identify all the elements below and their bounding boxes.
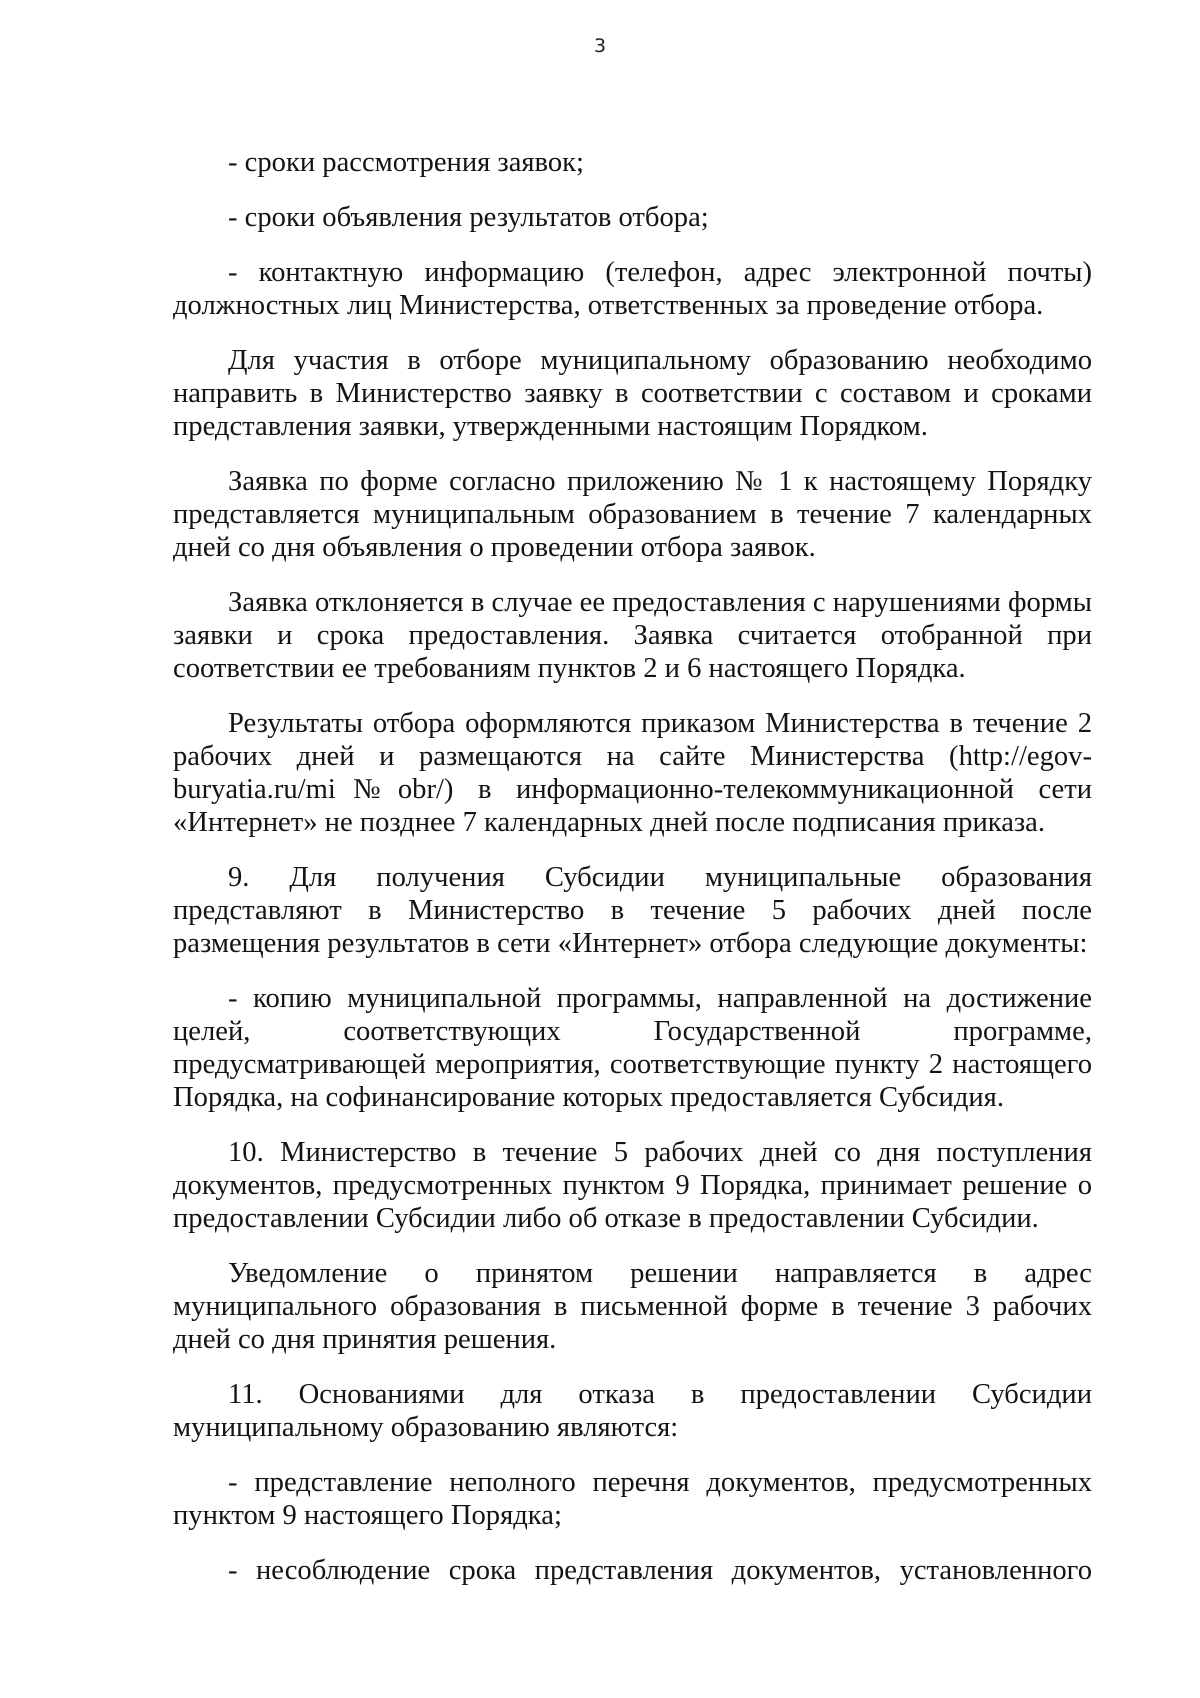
paragraph-participation: Для участия в отборе муниципальному образованию необходимо направить в Министерство заявку в соответствии с составом и сроками представления заявки, утвержденными настоящим Порядком. [173, 345, 1092, 442]
paragraph-item-10: 10. Министерство в течение 5 рабочих дней со дня поступления документов, предусмотренных пунктом 9 Порядка, принимает решение о предоставлении Субсидии либо об отказе в предоставлении Субсидии. [173, 1137, 1092, 1234]
paragraph-item-9: 9. Для получения Субсидии муниципальные образования представляют в Министерство в течение 5 рабочих дней после размещения результатов в сети «Интернет» отбора следующие документы: [173, 862, 1092, 959]
document-body [173, 146, 1092, 1609]
page-number: 3 [593, 35, 607, 57]
paragraph-item-11: 11. Основаниями для отказа в предоставлении Субсидии муниципальному образованию являются: [173, 1379, 1092, 1443]
paragraph-incomplete-docs: - представление неполного перечня документов, предусмотренных пунктом 9 настоящего Порядка; [173, 1467, 1092, 1531]
paragraph-notification: Уведомление о принятом решении направляется в адрес муниципального образования в письменной форме в течение 3 рабочих дней со дня принятия решения. [173, 1258, 1092, 1355]
paragraph-application-rejected: Заявка отклоняется в случае ее предоставления с нарушениями формы заявки и срока предоставления. Заявка считается отобранной при соответствии ее требованиям пунктов 2 и 6 настоящего Порядка. [173, 587, 1092, 684]
paragraph-program-copy: - копию муниципальной программы, направленной на достижение целей, соответствующих Государственной программе, предусматривающей мероприятия, соответствующие пункту 2 настоящего Порядка, на софинансирование которых предоставляется Субсидия. [173, 983, 1092, 1113]
paragraph-selection-results: Результаты отбора оформляются приказом Министерства в течение 2 рабочих дней и размещаются на сайте Министерства (http://egov-buryatia.ru/mi№obr/) в информационно-телекоммуникационной сети «Интернет» не позднее 7 календарных дней после подписания приказа. [173, 708, 1092, 838]
paragraph-contact-info: - контактную информацию (телефон, адрес электронной почты) должностных лиц Министерства, ответственных за проведение отбора. [173, 257, 1092, 321]
paragraph-application-form: Заявка по форме согласно приложению № 1 к настоящему Порядку представляется муниципальным образованием в течение 7 календарных дней со дня объявления о проведении отбора заявок. [173, 466, 1092, 563]
paragraph-review-deadlines: - сроки рассмотрения заявок; [228, 147, 584, 178]
paragraph-results-deadlines: - сроки объявления результатов отбора; [228, 202, 709, 233]
paragraph-deadline-violation: - несоблюдение срока представления документов, установленного [228, 1555, 1092, 1586]
